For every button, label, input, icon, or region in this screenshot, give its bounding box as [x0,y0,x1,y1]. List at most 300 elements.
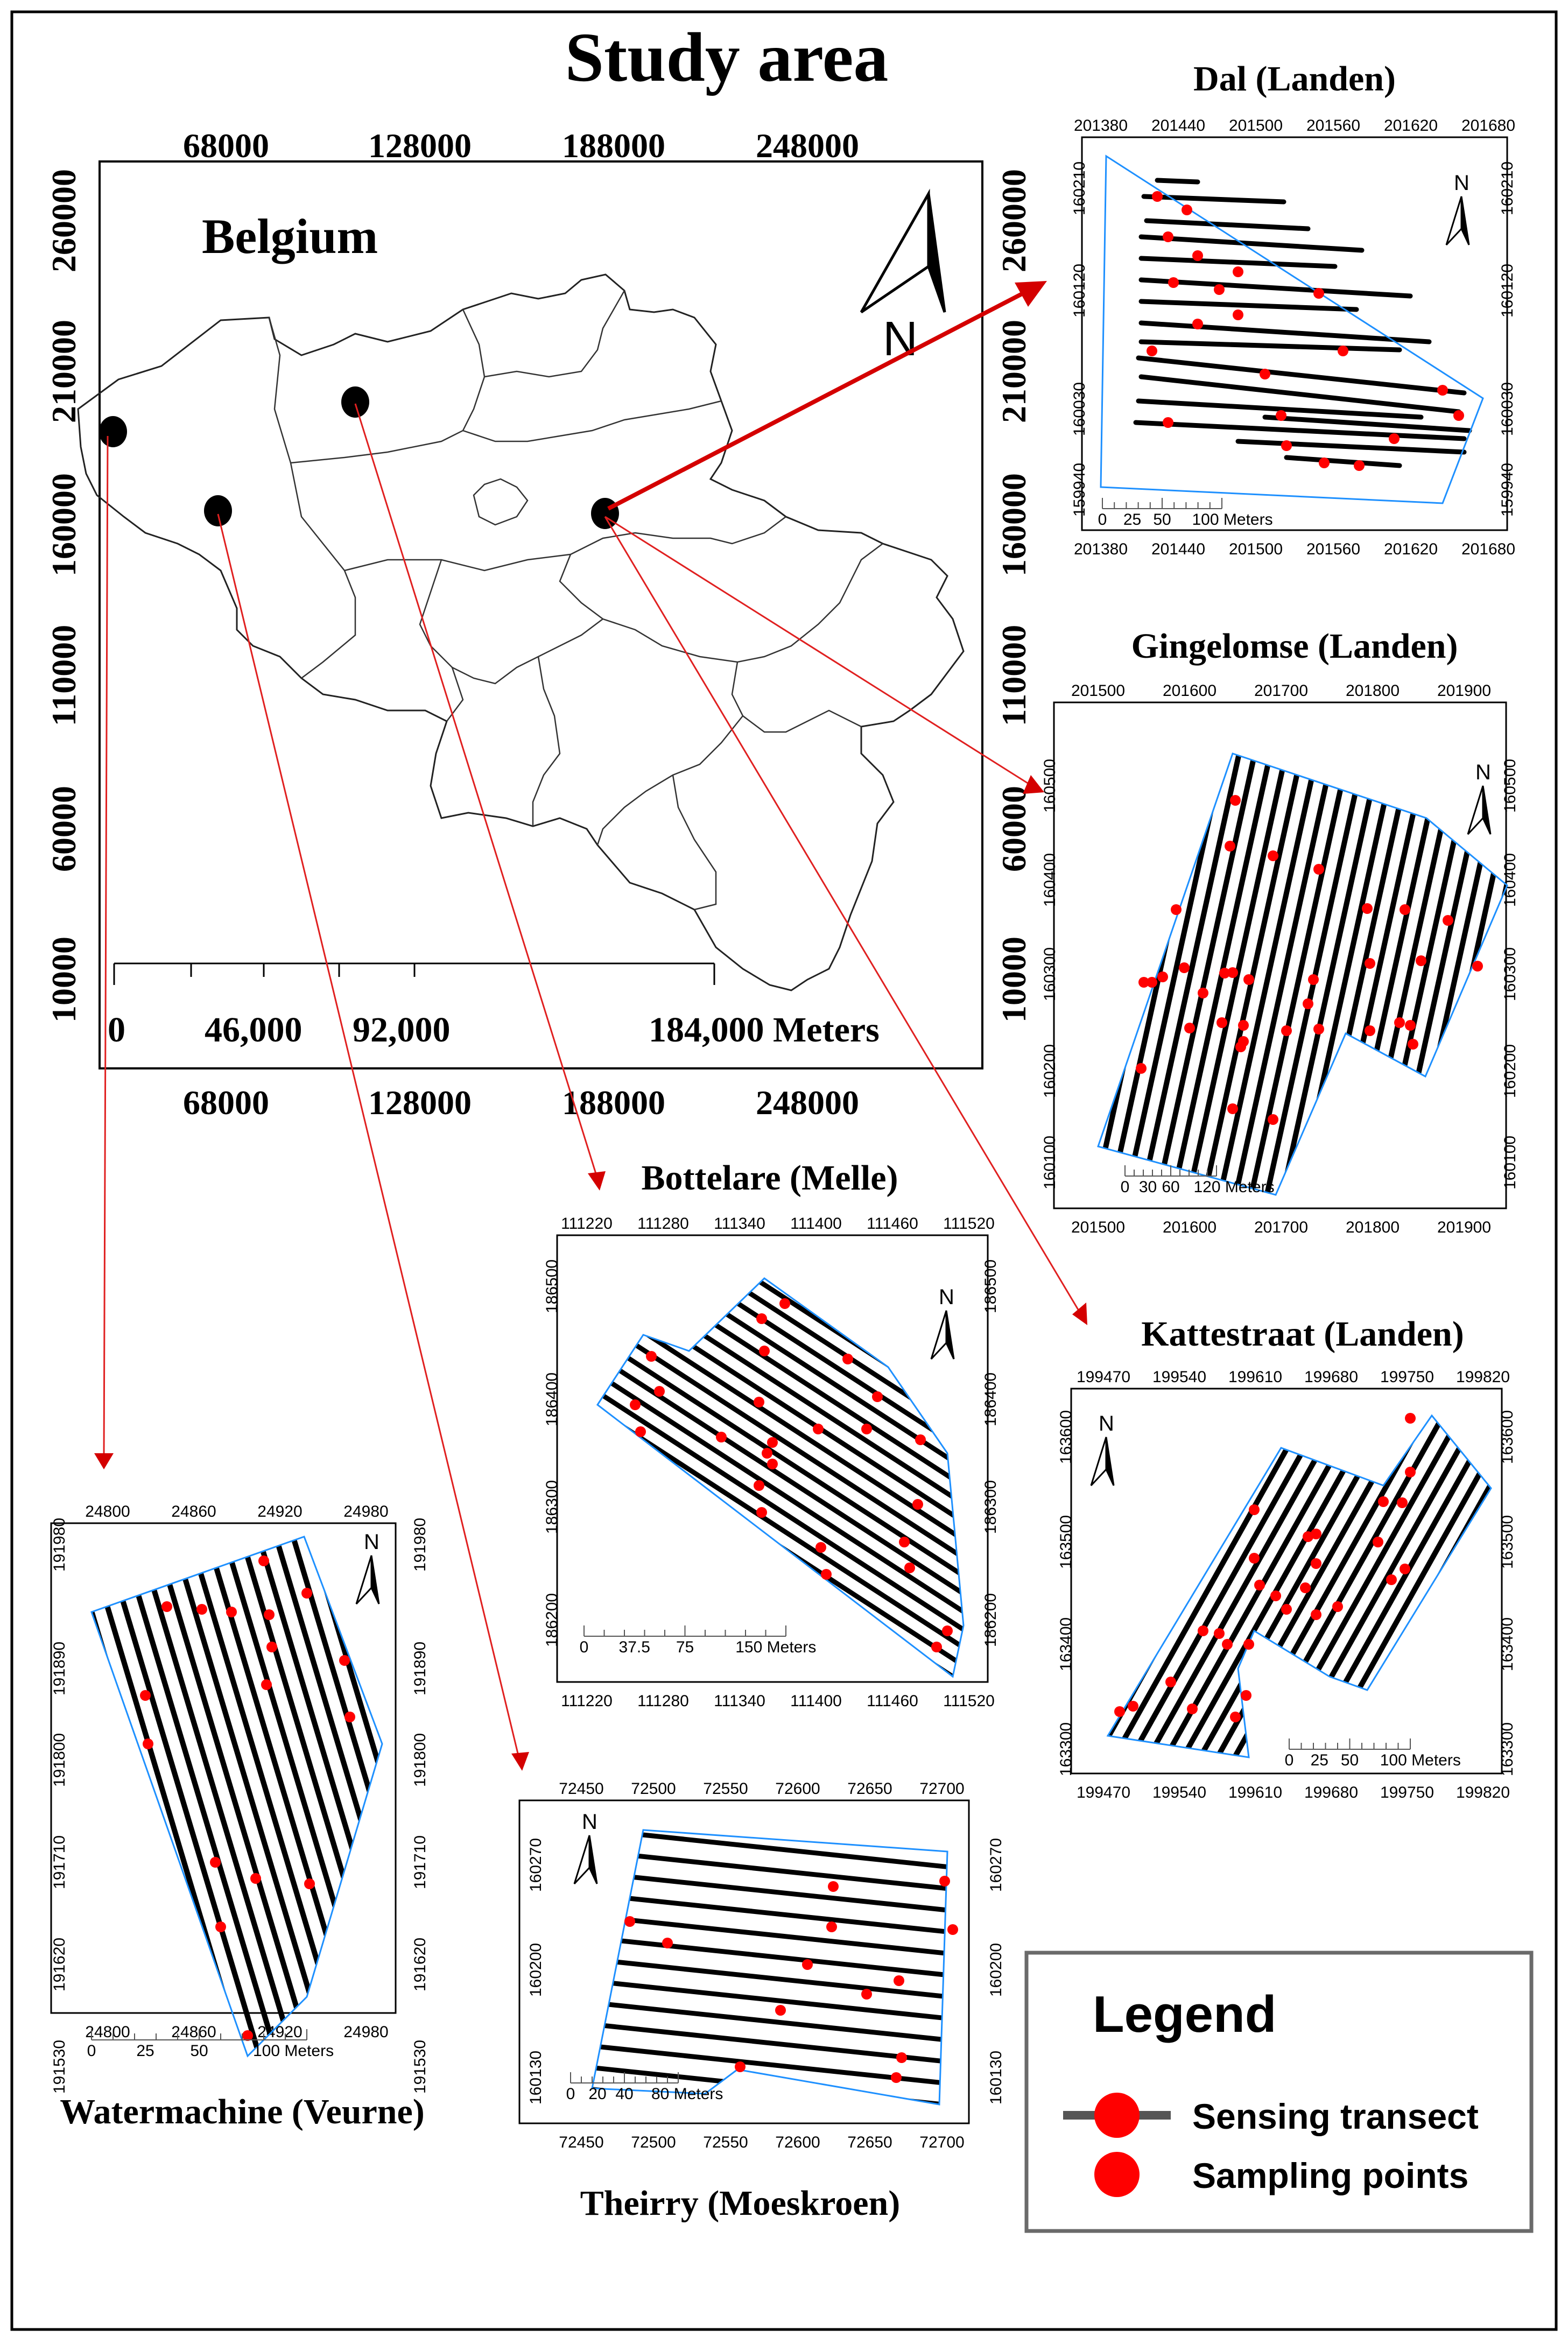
sampling-point [143,1738,153,1749]
sampling-point [767,1437,778,1448]
scale-bar-bottelare [580,1625,817,1656]
field-x-tick-top-bottelare: 111400 [790,1215,842,1233]
field-x-tick-top-kattestraat: 199470 [1076,1368,1131,1386]
field-x-tick-top-theirry: 72650 [847,1780,892,1798]
sampling-point [899,1537,910,1547]
north-label-gingelomse: N [1475,761,1491,784]
sampling-point [1354,460,1365,471]
sampling-point [258,1555,269,1566]
field-x-tick-bottom-kattestraat: 199820 [1456,1784,1510,1801]
sensing-transect [940,1130,1362,1884]
field-y-tick-right-theirry: 160270 [987,1838,1005,1892]
legend-title: Legend [1093,1986,1277,2043]
field-x-tick-bottom-gingelomse: 201700 [1254,1219,1309,1236]
sampling-point [1184,1023,1195,1033]
sampling-point [1313,288,1324,299]
north-arrow-left-half [356,1555,371,1604]
sampling-point [1192,319,1203,329]
sensing-transect [0,1399,99,2153]
sampling-point [1405,1020,1416,1031]
sampling-point [1300,1582,1311,1593]
field-x-tick-top-dal: 201440 [1151,117,1206,135]
sensing-transect [81,2339,1366,2341]
sampling-point [1222,1639,1233,1650]
sensing-transect [843,592,1009,1346]
field-x-tick-bottom-watermachine: 24920 [257,2023,303,2041]
sampling-point [767,1459,778,1469]
legend-transect-dot [1094,2093,1140,2138]
sensing-transect [174,1225,1258,1928]
north-label-bottelare: N [939,1285,954,1309]
field-x-tick-bottom-dal: 201440 [1151,540,1206,558]
sensing-transect [1147,221,1308,229]
sampling-point [779,1298,790,1309]
field-x-tick-bottom-gingelomse: 201600 [1162,1219,1217,1236]
field-y-tick-left-bottelare: 186200 [543,1593,561,1648]
sampling-point [891,2072,902,2083]
scale-label-gingelomse: 30 [1138,1178,1157,1196]
north-arrow-left-half [574,1835,589,1884]
legend-sensing-transect-label: Sensing transect [1192,2096,1479,2136]
sensing-transect [1112,1130,1534,1884]
field-y-tick-right-watermachine: 191980 [411,1517,429,1572]
scale-label-dal: 0 [1098,511,1107,529]
north-arrow-icon [1091,1412,1114,1486]
scale-label-dal: 50 [1153,511,1171,529]
field-y-tick-left-kattestraat: 163300 [1057,1722,1075,1777]
field-y-tick-right-bottelare: 186400 [982,1372,1000,1427]
belgium-x-tick-bottom: 128000 [368,1083,472,1122]
sensing-transect [1141,323,1429,342]
field-y-tick-right-kattestraat: 163500 [1499,1515,1516,1569]
north-arrow-left-half [1091,1437,1106,1486]
field-y-tick-left-theirry: 160200 [527,1942,545,1997]
sampling-point [775,2005,786,2016]
sampling-point [1332,1601,1343,1612]
sampling-point [1378,1496,1389,1507]
field-title-watermachine: Watermachine (Veurne) [60,2092,425,2131]
sampling-point [1233,309,1243,320]
scale-end-label-dal: 100 Meters [1192,511,1273,529]
sensing-transect [1560,1130,1568,1884]
sampling-point [1249,1504,1260,1515]
belgium-x-ticks-bottom [183,1083,859,1122]
sensing-transect [1286,457,1400,466]
sampling-point [813,1424,824,1434]
belgium-map-panel [45,126,1033,1122]
field-y-tick-right-theirry: 160130 [987,2050,1005,2105]
field-x-tick-bottom-gingelomse: 201800 [1345,1219,1400,1236]
field-sampling-points-bottelare [630,1298,953,1652]
belgium-y-tick-right: 110000 [995,624,1033,727]
sampling-point [1373,1537,1383,1547]
sensing-transect [223,1149,1307,1853]
north-arrow-left-half [1446,196,1461,245]
field-x-tick-top-dal: 201500 [1228,117,1283,135]
sampling-point [1260,369,1270,379]
scale-label-dal: 25 [1123,511,1142,529]
sampling-point [1230,795,1241,806]
field-x-tick-top-bottelare: 111280 [637,1215,689,1233]
field-x-tick-bottom-theirry: 72500 [631,2134,676,2151]
field-y-tick-right-gingelomse: 160100 [1501,1135,1519,1190]
sampling-point [1405,1467,1416,1477]
sampling-point [1281,440,1292,451]
sampling-point [635,1426,646,1437]
sensing-transect [93,2232,1377,2341]
sampling-point [1313,864,1324,875]
sampling-point [716,1432,727,1442]
field-x-tick-bottom-bottelare: 111520 [943,1692,995,1710]
field-x-tick-bottom-dal: 201560 [1306,540,1361,558]
field-x-tick-bottom-bottelare: 111280 [637,1692,689,1710]
sampling-point [1268,1114,1278,1125]
field-y-tick-left-gingelomse: 160400 [1041,853,1059,907]
sensing-transect [1141,258,1335,266]
north-arrow-left-half [1468,786,1483,834]
field-x-tick-bottom-gingelomse: 201500 [1071,1219,1126,1236]
field-x-tick-top-theirry: 72450 [559,1780,604,1798]
field-x-tick-top-kattestraat: 199750 [1380,1368,1435,1386]
field-x-tick-top-theirry: 72600 [775,1780,820,1798]
sensing-transect [974,1130,1396,1884]
belgium-x-tick-bottom: 68000 [183,1083,269,1122]
sensing-transect [424,1399,650,2153]
belgium-x-tick-top: 248000 [756,126,859,165]
sampling-point [1254,1580,1265,1590]
field-x-tick-top-gingelomse: 201500 [1071,682,1126,700]
sampling-point [1338,346,1348,356]
sensing-transect [1141,377,1459,412]
sampling-point [1198,1625,1208,1636]
field-x-tick-bottom-kattestraat: 199680 [1304,1784,1359,1801]
sampling-point [1128,1701,1138,1712]
scale-label-watermachine: 50 [190,2042,208,2060]
sensing-transect [1060,1130,1482,1884]
field-y-tick-left-watermachine: 191710 [51,1835,68,1890]
belgium-y-tick-right: 60000 [995,786,1033,872]
sampling-point [1238,1020,1249,1031]
field-x-tick-bottom-theirry: 72650 [847,2134,892,2151]
belgium-y-tick-left: 110000 [45,624,83,727]
sampling-point [161,1601,172,1612]
field-x-tick-bottom-dal: 201380 [1073,540,1128,558]
field-y-tick-left-kattestraat: 163500 [1057,1515,1075,1569]
sampling-point [1311,1558,1321,1569]
scale-label-gingelomse: 0 [1120,1178,1130,1196]
sensing-transect [26,1453,1110,2156]
north-label-dal: N [1454,171,1469,195]
sensing-transect [802,1130,1224,1884]
sensing-transect [812,592,978,1346]
belgium-label: Belgium [202,209,378,264]
north-arrow-right-half [371,1555,379,1604]
sensing-transect [1141,280,1410,296]
field-y-tick-left-watermachine: 191980 [51,1517,68,1572]
sampling-point [915,1434,926,1445]
field-transects-dal [1136,180,1469,466]
belgium-y-tick-right: 260000 [995,169,1033,272]
belgium-scale-92000: 92,000 [353,1010,451,1050]
sampling-point [1114,1706,1125,1717]
sensing-transect [836,1130,1258,1884]
field-x-tick-bottom-bottelare: 111460 [867,1692,918,1710]
belgium-scale-bar [114,963,714,985]
sampling-point [624,1916,635,1927]
sampling-point [1171,904,1182,915]
sampling-point [1179,962,1190,973]
sampling-point [756,1507,767,1518]
sensing-transect [1474,1130,1568,1884]
sensing-transect [1267,1130,1568,1884]
north-arrow-icon [574,1810,597,1884]
field-y-tick-right-bottelare: 186500 [982,1259,1000,1314]
field-x-tick-top-bottelare: 111340 [714,1215,765,1233]
sampling-point [802,1959,813,1970]
scale-label-watermachine: 25 [136,2042,154,2060]
field-x-tick-top-dal: 201680 [1461,117,1516,135]
sensing-transect [90,2253,1375,2341]
field-y-tick-right-watermachine: 191530 [411,2039,429,2094]
sampling-point [939,1876,950,1887]
sampling-point [344,1712,355,1722]
belgium-x-tick-top: 188000 [562,126,665,165]
scale-label-theirry: 0 [566,2085,575,2103]
field-x-tick-bottom-dal: 201680 [1461,540,1516,558]
sampling-point [210,1857,221,1868]
sensing-transect [371,921,1455,1625]
scale-label-gingelomse: 60 [1162,1178,1180,1196]
belgium-x-tick-top: 68000 [183,126,269,165]
sensing-transect [1562,592,1568,1346]
sampling-point [1163,417,1173,428]
sampling-point [904,1562,915,1573]
sensing-transect [1138,358,1464,393]
field-x-tick-bottom-kattestraat: 199540 [1152,1784,1207,1801]
sampling-point [1152,191,1163,202]
sensing-transect [125,1301,1208,2004]
scale-bar-dal [1098,498,1273,529]
sensing-transect [1141,301,1356,309]
belgium-x-tick-bottom: 188000 [562,1083,665,1122]
sampling-point [1198,988,1208,998]
field-x-tick-top-kattestraat: 199820 [1456,1368,1510,1386]
sampling-point [1389,433,1400,444]
sensing-transect [1141,237,1362,250]
field-y-tick-right-bottelare: 186200 [982,1593,1000,1648]
field-x-tick-bottom-theirry: 72550 [703,2134,748,2151]
field-y-tick-left-watermachine: 191530 [51,2039,68,2094]
figure-title: Study area [565,19,889,96]
belgium-scale-46000: 46,000 [205,1010,303,1050]
sampling-point [1268,850,1278,861]
marker-watermachine [99,416,127,447]
sampling-point [1233,266,1243,277]
belgium-y-tick-right: 160000 [995,473,1033,576]
sampling-point [942,1625,953,1636]
sampling-point [1243,974,1254,985]
sampling-point [1136,1063,1147,1074]
scale-end-label-gingelomse: 120 Meters [1193,1178,1275,1196]
field-y-tick-left-dal: 159940 [1071,462,1088,517]
sampling-point [756,1313,767,1324]
sampling-point [896,2052,907,2063]
sampling-point [1386,1574,1397,1585]
north-arrow-right-half [1483,786,1490,834]
field-x-tick-top-bottelare: 111460 [867,1215,918,1233]
field-x-tick-top-theirry: 72550 [703,1780,748,1798]
field-y-tick-right-gingelomse: 160400 [1501,853,1519,907]
sampling-point [1225,841,1235,851]
sampling-point [196,1604,207,1615]
legend-panel [1026,1953,1531,2231]
sampling-point [828,1881,839,1892]
sampling-point [821,1569,832,1580]
north-arrow-right-half [946,1311,954,1359]
sensing-transect [429,833,1513,1537]
belgium-y-tick-left: 210000 [45,320,83,423]
belgium-y-tick-left: 60000 [45,786,83,872]
north-arrow-right-half [589,1835,597,1884]
field-y-tick-right-dal: 160030 [1499,382,1516,437]
sensing-transect [797,592,962,1346]
sampling-point [654,1386,665,1397]
field-y-tick-right-dal: 160120 [1499,263,1516,318]
sampling-point [1147,977,1157,988]
field-y-tick-left-watermachine: 191800 [51,1733,68,1787]
sensing-transect [828,592,994,1346]
belgium-outline [78,274,964,990]
field-y-tick-right-kattestraat: 163300 [1499,1722,1516,1777]
sampling-point [215,1921,226,1932]
sampling-point [304,1878,315,1889]
sampling-point [1405,1413,1416,1424]
belgium-y-tick-left: 160000 [45,473,83,576]
scale-label-kattestraat: 25 [1310,1751,1328,1769]
sampling-point [1214,284,1225,295]
field-y-tick-right-watermachine: 191620 [411,1937,429,1992]
sampling-point [1187,1704,1198,1714]
field-x-tick-top-gingelomse: 201800 [1345,682,1400,700]
field-y-tick-right-theirry: 160200 [987,1942,1005,1997]
sampling-point [754,1480,764,1491]
sampling-point [754,1397,764,1407]
scale-bar-gingelomse [1121,1165,1275,1196]
legend-sampling-points-label: Sampling points [1192,2156,1469,2195]
sampling-point [1243,1639,1254,1650]
field-x-tick-top-dal: 201380 [1073,117,1128,135]
field-y-tick-left-gingelomse: 160200 [1041,1044,1059,1099]
sampling-point [1227,967,1238,978]
sensing-transect [207,1174,1291,1878]
field-y-tick-left-kattestraat: 163400 [1057,1617,1075,1672]
sampling-point [1214,1628,1225,1639]
sensing-transect [347,960,1430,1663]
sampling-point [1443,915,1453,926]
field-x-tick-bottom-kattestraat: 199750 [1380,1784,1435,1801]
sampling-point [1147,346,1157,356]
sampling-point [1192,250,1203,261]
sampling-point [759,1346,770,1356]
field-title-bottelare: Bottelare (Melle) [641,1158,898,1198]
scale-label-bottelare: 75 [676,1638,694,1656]
belgium-x-ticks-top [183,126,859,165]
legend-sampling-dot [1094,2152,1140,2197]
field-x-tick-top-watermachine: 24860 [171,1503,216,1521]
sampling-point [861,1424,872,1434]
belgium-north-label: N [883,312,918,366]
belgium-scale-0: 0 [108,1010,125,1050]
sensing-transect [1026,1130,1448,1884]
sampling-point [735,2061,746,2072]
sampling-point [1437,385,1448,396]
north-arrow-icon [1446,171,1469,245]
sampling-point [931,1642,942,1652]
field-x-tick-top-kattestraat: 199610 [1228,1368,1283,1386]
sampling-point [261,1679,272,1690]
field-y-tick-left-dal: 160120 [1071,263,1088,318]
belgium-y-tick-right: 10000 [995,937,1033,1023]
sampling-point [1168,277,1179,288]
sensing-transect [888,1130,1310,1884]
marker-landen [591,498,619,529]
sampling-point [1394,1017,1405,1028]
field-x-tick-top-watermachine: 24920 [257,1503,303,1521]
scale-label-kattestraat: 50 [1340,1751,1359,1769]
field-x-tick-bottom-gingelomse: 201900 [1437,1219,1492,1236]
field-x-tick-top-gingelomse: 201700 [1254,682,1309,700]
field-y-tick-left-gingelomse: 160500 [1041,758,1059,813]
north-arrow-icon [1468,761,1491,834]
sensing-transect [135,1825,1420,1960]
sampling-point [1308,974,1319,985]
field-x-tick-bottom-bottelare: 111400 [790,1692,842,1710]
field-x-tick-bottom-bottelare: 111220 [561,1692,613,1710]
sampling-point [1400,904,1410,915]
sampling-point [1365,1025,1375,1036]
sensing-transect [1530,592,1568,1346]
sampling-point [762,1448,772,1459]
field-y-tick-left-dal: 160030 [1071,382,1088,437]
field-x-tick-top-bottelare: 111520 [943,1215,995,1233]
field-y-tick-left-bottelare: 186400 [543,1372,561,1427]
scale-label-bottelare: 37.5 [618,1638,650,1656]
sampling-point [630,1399,641,1410]
scale-end-label-watermachine: 100 Meters [253,2042,334,2060]
sensing-transect [240,1124,1324,1827]
field-x-tick-top-kattestraat: 199680 [1304,1368,1359,1386]
field-panel-gingelomse [797,592,1568,1346]
field-x-tick-bottom-dal: 201620 [1383,540,1438,558]
sampling-point [301,1588,312,1599]
sampling-point [1362,903,1373,914]
field-x-tick-top-bottelare: 111220 [561,1215,613,1233]
sampling-point [842,1354,853,1364]
sampling-point [1235,1041,1246,1052]
sensing-transect [1515,592,1568,1346]
scale-label-watermachine: 0 [87,2042,96,2060]
belgium-y-tick-left: 10000 [45,937,83,1023]
field-x-tick-top-theirry: 72700 [919,1780,965,1798]
sampling-point [1165,1677,1176,1687]
belgium-y-tick-left: 260000 [45,169,83,272]
sensing-transect [1141,342,1400,350]
sampling-point [1416,955,1426,966]
field-y-tick-right-gingelomse: 160300 [1501,947,1519,1002]
field-y-tick-right-watermachine: 191710 [411,1835,429,1890]
field-x-tick-top-gingelomse: 201600 [1162,682,1217,700]
field-x-tick-top-gingelomse: 201900 [1437,682,1492,700]
